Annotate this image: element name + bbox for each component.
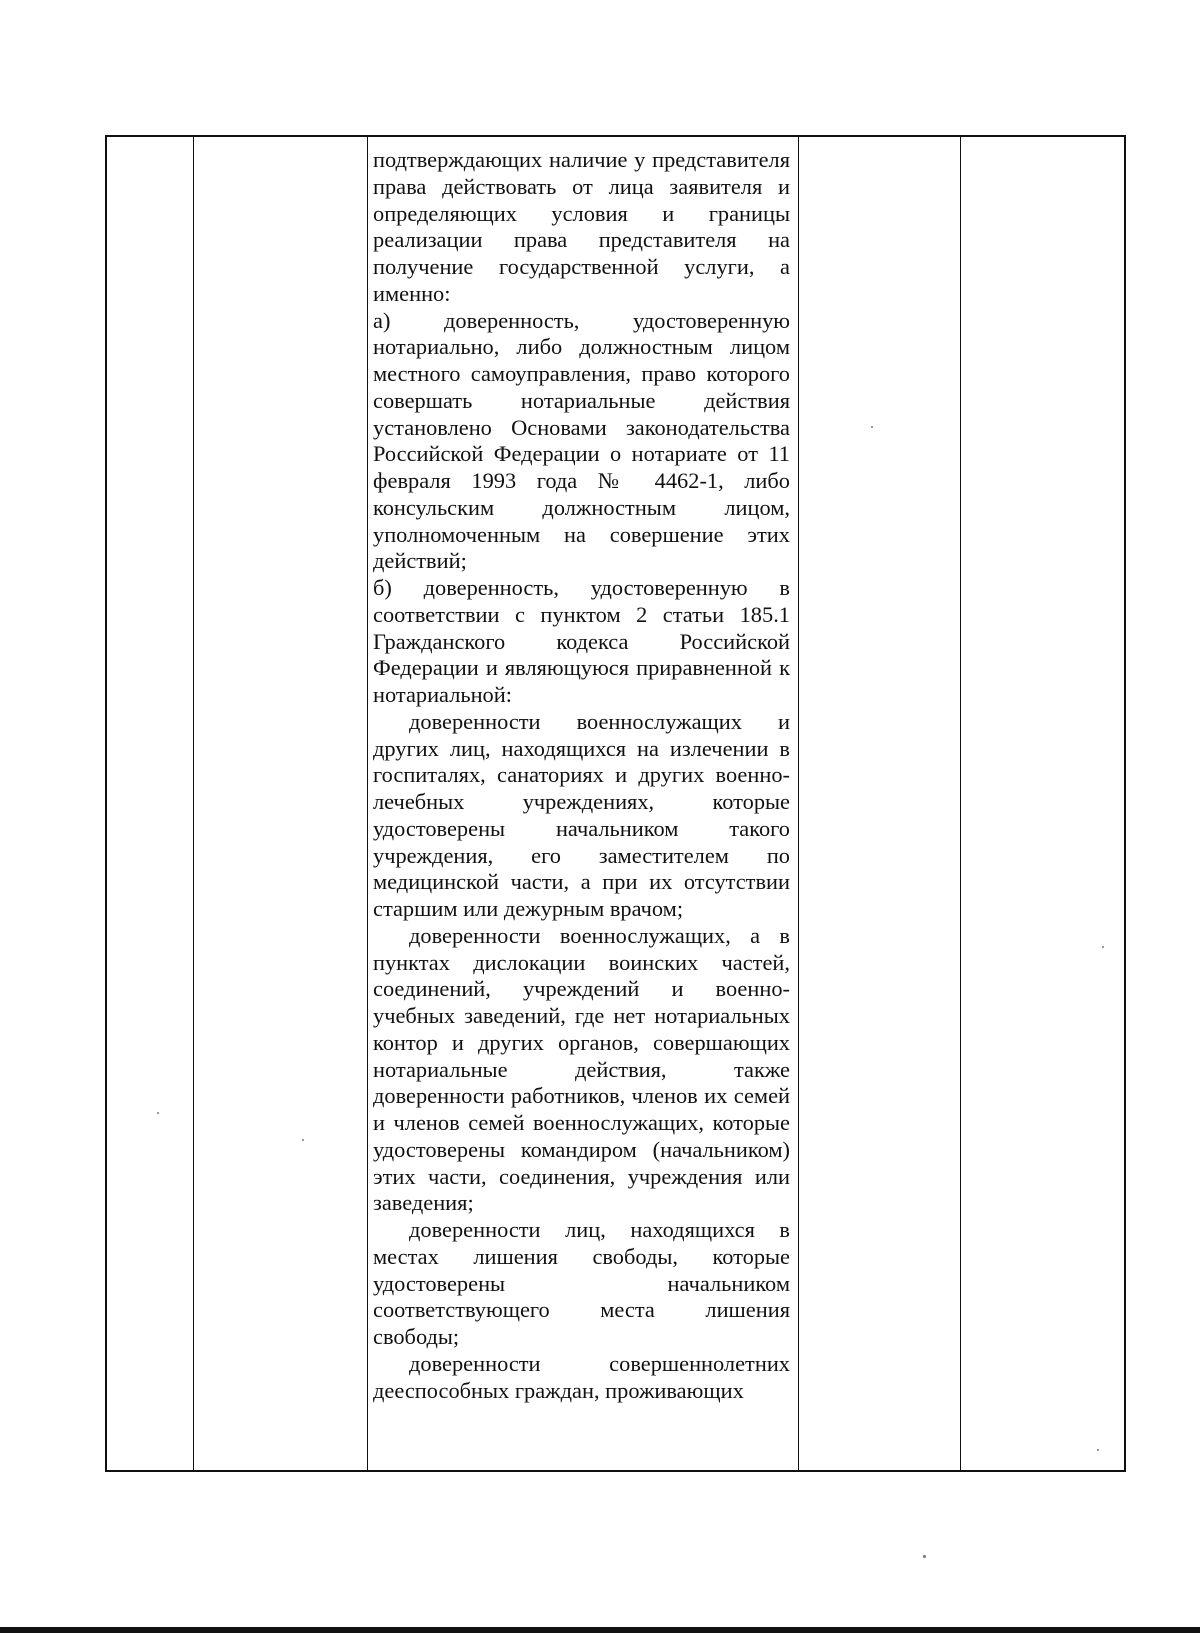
scan-speck xyxy=(302,1139,304,1141)
paragraph-7: доверенности совершеннолетних дееспособных граждан, проживающих xyxy=(373,1350,790,1403)
scan-speck xyxy=(1102,946,1104,948)
scan-speck xyxy=(1097,1449,1099,1451)
paragraph-6: доверенности лиц, находящихся в местах лишения свободы, которые удостоверены начальником соответствующего места лишения свободы; xyxy=(373,1217,790,1349)
paragraph-5: доверенности военнослужащих, а в пунктах дислокации воинских частей, соединений, учреждений и военно-учебных заведений, где нет нотариальных контор и других органов, совершающих нотариальные действия, также доверенности работников, членов их семей и членов семей военнослужащих, которые удостоверены командиром (начальником) этих части, соединения, учреждения или заведения; xyxy=(373,922,790,1216)
column-divider-2 xyxy=(367,137,368,1470)
scan-speck xyxy=(923,1555,926,1558)
column-divider-4 xyxy=(960,137,961,1470)
column-divider-3 xyxy=(798,137,799,1470)
scan-bottom-edge xyxy=(0,1627,1200,1633)
table-cell-text xyxy=(373,147,790,1404)
paragraph-1: подтверждающих наличие у представителя права действовать от лица заявителя и определяющих условия и границы реализации права представителя на получение государственной услуги, а именно: xyxy=(373,147,790,306)
column-divider-1 xyxy=(193,137,194,1470)
scan-speck xyxy=(871,426,873,428)
paragraph-2: а) доверенность, удостоверенную нотариально, либо должностным лицом местного самоуправления, право которого совершать нотариальные действия установлено Основами законодательства Российской Федерации о нотариате от 11 февраля 1993 года № 4462-1, либо консульским должностным лицом, уполномоченным на совершение этих действий; xyxy=(373,307,790,574)
paragraph-3: б) доверенность, удостоверенную в соответствии с пунктом 2 статьи 185.1 Гражданского кодекса Российской Федерации и являющуюся приравненной к нотариальной: xyxy=(373,575,790,707)
scan-speck xyxy=(157,1112,159,1114)
paragraph-4: доверенности военнослужащих и других лиц, находящихся на излечении в госпиталях, санаториях и других военно-лечебных учреждениях, которые удостоверены начальником такого учреждения, его заместителем по медицинской части, а при их отсутствии старшим или дежурным врачом; xyxy=(373,708,790,921)
